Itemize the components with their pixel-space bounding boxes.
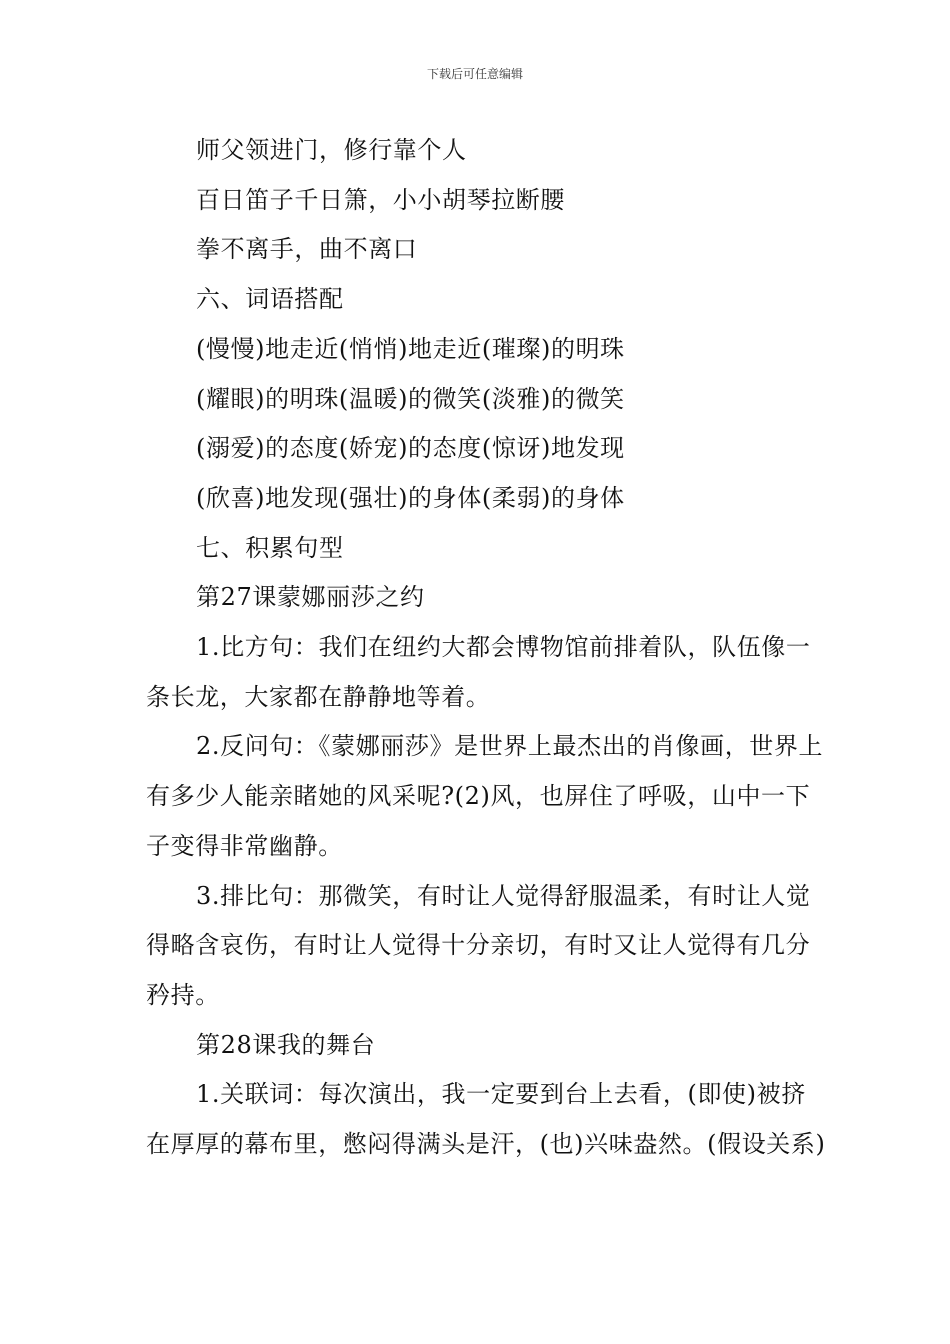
paragraph-rhetorical-question: 2.反问句：《蒙娜丽莎》是世界上最杰出的肖像画，世界上有多少人能亲睹她的风采呢?(2)风，也屏住了呼吸，山中一下子变得非常幽静。	[146, 732, 824, 860]
paragraph-simile: 1.比方句：我们在纽约大都会博物馆前排着队，队伍像一条长龙，大家都在静静地等着。	[146, 633, 811, 711]
page-header: 下载后可任意编辑	[426, 67, 523, 81]
paragraph-word-pairs-3: (溺爱)的态度(娇宠)的态度(惊讶)地发现	[196, 434, 625, 463]
paragraph-proverb-1: 师父领进门，修行靠个人	[196, 136, 467, 164]
paragraph-word-pairs-2: (耀眼)的明珠(温暖)的微笑(淡雅)的微笑	[196, 384, 625, 413]
paragraph-proverb-3: 拳不离手，曲不离口	[196, 235, 418, 264]
paragraph-parallelism: 3.排比句：那微笑，有时让人觉得舒服温柔，有时让人觉得略含哀伤，有时让人觉得十分亲切，有时又让人觉得有几分矜持。	[146, 881, 811, 1009]
paragraph-word-pairs-1: (慢慢)地走近(悄悄)地走近(璀璨)的明珠	[196, 334, 625, 363]
paragraph-word-pairs-4: (欣喜)地发现(强壮)的身体(柔弱)的身体	[196, 483, 625, 512]
section-heading-sentence-patterns: 七、积累句型	[196, 533, 344, 562]
document-body	[146, 126, 826, 1170]
section-heading-word-pairing: 六、词语搭配	[196, 285, 344, 314]
lesson-title-27: 第27课蒙娜丽莎之约	[196, 583, 425, 612]
paragraph-conjunction: 1.关联词：每次演出，我一定要到台上去看，(即使)被挤在厚厚的幕布里，憋闷得满头是汗，(也)兴味盎然。(假设关系)	[146, 1080, 826, 1159]
paragraph-proverb-2: 百日笛子千日箫，小小胡琴拉断腰	[196, 185, 565, 214]
lesson-title-28: 第28课我的舞台	[196, 1030, 376, 1059]
